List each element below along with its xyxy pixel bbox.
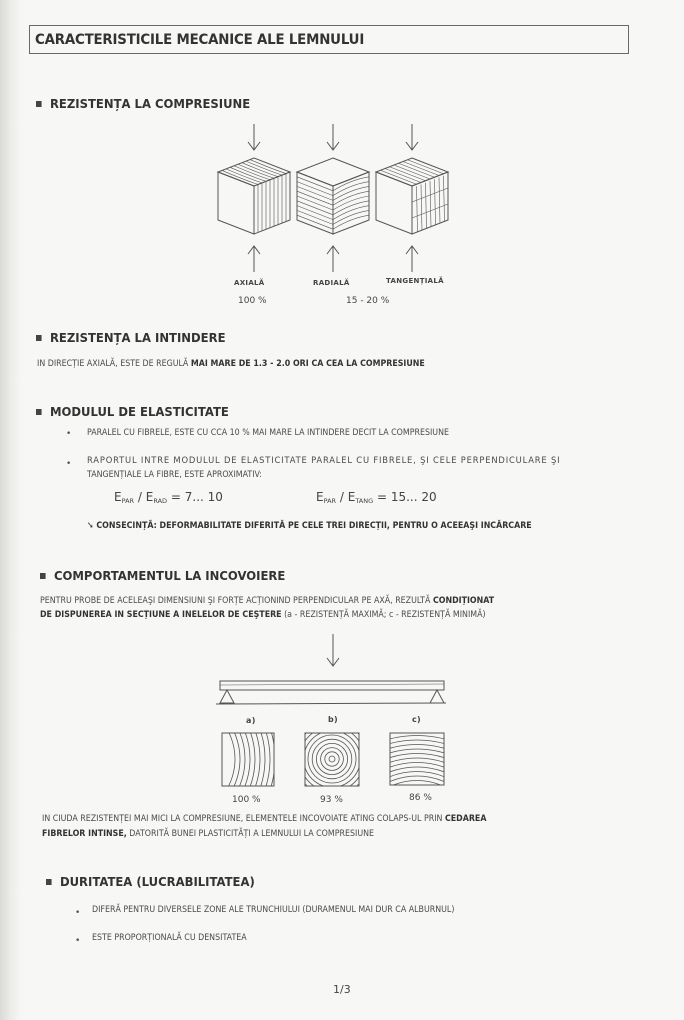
text-normal: PENTRU PROBE DE ACELEAŞI DIMENSIUNI ŞI FORȚE ACȚIONIND PERPENDICULAR PE AXĂ, REZULTĂ: [40, 595, 433, 606]
heading-text: COMPORTAMENTUL LA INCOVOIERE: [53, 568, 286, 583]
growth-ring: [308, 736, 527, 955]
heading-text: REZISTENȚA LA COMPRESIUNE: [49, 96, 251, 111]
value-c: 86 %: [409, 793, 432, 803]
elasticitate-bullet-1: PARALEL CU FIBRELE, ESTE CU CCA 10 % MAI MARE LA INTINDERE DECIT LA COMPRESIUNE: [87, 427, 449, 438]
consequence-text: CONSECINȚĂ: DEFORMABILITATE DIFERITĂ PE CELE TREI DIRECȚII, PENTRU O ACEEAŞI INCĂRCARE: [96, 520, 532, 531]
value-radial-tangential: 15 - 20 %: [346, 296, 390, 306]
formula-den-sub: TANG: [355, 497, 374, 505]
growth-ring: [115, 699, 235, 819]
elasticitate-bullet-2-line2: TANGENȚIALE LA FIBRE, ESTE APROXIMATIV:: [87, 469, 262, 480]
label-c: c): [412, 715, 421, 724]
incovoiere-note-line2: [42, 827, 374, 841]
formula-value: = 15... 20: [376, 490, 437, 504]
growth-ring: [357, 785, 477, 905]
growth-ring: [329, 756, 335, 762]
text-bold: CEDAREA: [444, 813, 487, 824]
dot-bullet-icon: •: [66, 429, 72, 439]
formula-den: E: [347, 490, 356, 504]
growth-ring: [312, 739, 352, 779]
formula-num-sub: PAR: [323, 497, 337, 505]
growth-ring: [316, 743, 347, 774]
formula-num: E: [316, 490, 324, 504]
incovoiere-note-line1: [42, 812, 486, 826]
dot-bullet-icon: •: [75, 908, 81, 918]
section-c-rings: [308, 736, 527, 955]
heading-text: MODULUL DE ELASTICITATE: [49, 404, 229, 419]
page-number: 1/3: [333, 983, 351, 996]
square-bullet-icon: [46, 879, 52, 885]
arrow-down-right-icon: ➘: [87, 520, 94, 531]
growth-ring: [110, 694, 240, 824]
text-normal: IN CIUDA REZISTENȚEI MAI MICI LA COMPRESIUNE, ELEMENTELE INCOVOIATE ATING COLAPS-UL PRIN: [42, 813, 445, 824]
value-a: 100 %: [232, 795, 261, 805]
text-normal: (a - REZISTENȚĂ MAXIMĂ; c - REZISTENȚĂ MINIMĂ): [281, 609, 486, 620]
duritate-bullet-1: DIFERĂ PENTRU DIVERSELE ZONE ALE TRUNCHIULUI (DURAMENUL MAI DUR CA ALBURNUL): [92, 904, 455, 915]
formula-value: = 7... 10: [170, 490, 223, 504]
growth-ring: [325, 752, 339, 766]
text-normal: DATORITĂ BUNEI PLASTICITĂȚI A LEMNULUI LA COMPRESIUNE: [126, 828, 375, 839]
growth-ring: [308, 735, 356, 783]
section-b-outline: [305, 733, 359, 786]
growth-ring: [300, 727, 365, 792]
formula-num-sub: PAR: [121, 497, 135, 505]
heading-text: DURITATEA (LUCRABILITATEA): [59, 874, 255, 889]
text-normal: IN DIRECȚIE AXIALĂ, ESTE DE REGULĂ: [37, 358, 191, 369]
duritate-bullet-2: ESTE PROPORȚIONALĂ CU DENSITATEA: [92, 932, 247, 943]
formula-den-sub: RAD: [153, 497, 168, 505]
growth-ring: [105, 689, 245, 829]
dot-bullet-icon: •: [66, 459, 72, 469]
growth-ring: [321, 748, 344, 771]
label-b: b): [328, 715, 338, 724]
text-bold: MAI MARE DE 1.3 - 2.0 ORI CA CEA LA COMPRESIUNE: [190, 358, 425, 369]
label-tangentiala: TANGENȚIALĂ: [386, 277, 444, 285]
formula-par-tang: $E_{PAR} / E_{TANG} = 15$... 20: [316, 490, 437, 505]
label-axiala: AXIALĂ: [234, 279, 265, 287]
section-heading-duritate: [46, 874, 255, 889]
value-b: 93 %: [320, 795, 343, 805]
text-bold: DE DISPUNEREA IN SECȚIUNE A INELELOR DE CEŞTERE: [40, 609, 282, 620]
label-radiala: RADIALĂ: [313, 279, 350, 287]
section-c-outline: [390, 733, 444, 785]
elasticitate-bullet-2-line1: RAPORTUL INTRE MODULUL DE ELASTICITATE PARALEL CU FIBRELE, ŞI CELE PERPENDICULARE ŞI: [87, 455, 561, 466]
dot-bullet-icon: •: [75, 936, 81, 946]
formula-par-rad: $E_{PAR} / E_{RAD} = 7$... 10: [114, 490, 223, 505]
formula-den: E: [145, 490, 154, 504]
growth-ring: [339, 767, 495, 923]
heading-text: REZISTENȚA LA INTINDERE: [49, 330, 226, 345]
text-bold: CONDIȚIONAT: [432, 595, 495, 606]
label-a: a): [246, 716, 256, 725]
formula-num: E: [114, 490, 122, 504]
value-axiala: 100 %: [238, 296, 267, 306]
page-title: CARACTERISTICILE MECANICE ALE LEMNULUI: [35, 32, 365, 48]
text-bold: FIBRELOR INTINSE,: [42, 828, 127, 839]
